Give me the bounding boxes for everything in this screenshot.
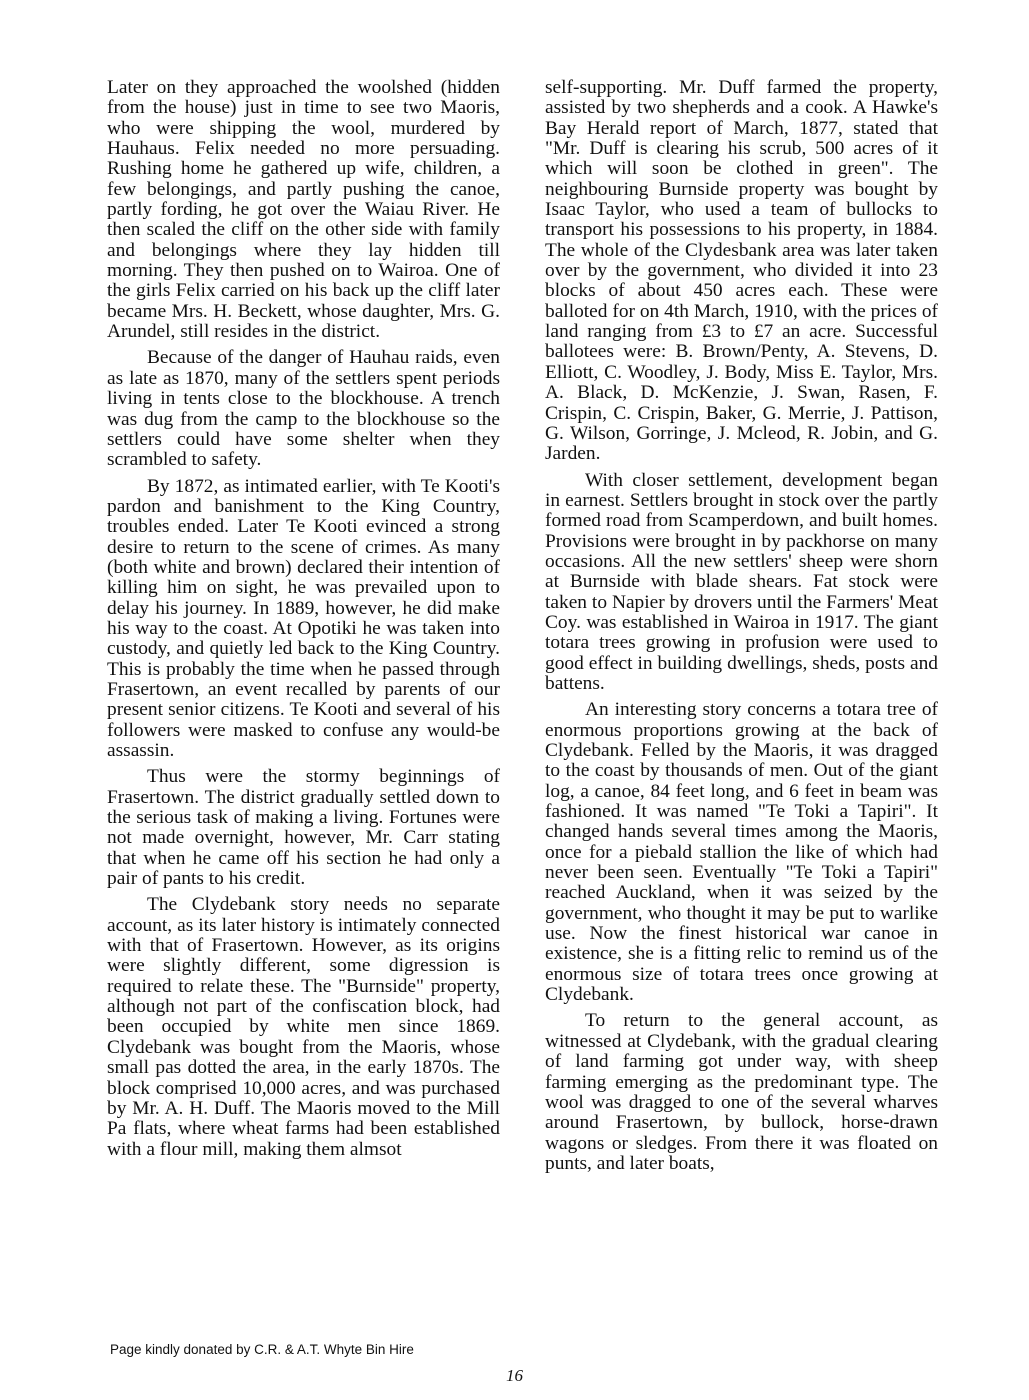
right-column	[545, 78, 938, 1180]
paragraph: With closer settlement, development began in earnest. Settlers brought in stock over the partly formed road from Scamperdown, and built homes. Provisions were brought in by packhorse on many occasions. All the new settlers' sheep were shorn at Burnside with blade shears. Fat stock were taken to Napier by drovers until the Farmers' Meat Coy. was established in Wairoa in 1917. The giant totara trees growing in profusion were used to good effect in building dwellings, sheds, posts and battens.	[545, 469, 938, 694]
paragraph: Because of the danger of Hauhau raids, even as late as 1870, many of the settlers spent periods living in tents close to the blockhouse. A trench was dug from the camp to the blockhouse so the settlers could have some shelter when they scrambled to safety.	[107, 347, 500, 471]
donor-credit: Page kindly donated by C.R. & A.T. Whyte Bin Hire	[110, 1342, 414, 1357]
paragraph: By 1872, as intimated earlier, with Te Kooti's pardon and banishment to the King Country, troubles ended. Later Te Kooti evinced a strong desire to return to the scene of crimes. As many (both white and brown) declared their intention of killing him on sight, he was prevailed upon to delay his journey. In 1889, however, he did make his way to the coast. At Opotiki he was taken into custody, and quietly led back to the King Country. This is probably the time when he passed through Frasertown, an event recalled by parents of our present senior citizens. Te Kooti and several of his followers were masked to confuse any would-be assassin.	[107, 475, 500, 761]
paragraph: Later on they approached the woolshed (hidden from the house) just in time to see two Maoris, who were shipping the wool, murdered by Hauhaus. Felix needed no more persuading. Rushing home he gathered up wife, children, a few belongings, and partly pushing the canoe, partly fording, he got over the Waiau River. He then scaled the cliff on the other side with family and belongings where they lay hidden till morning. They then pushed on to Wairoa. One of the girls Felix carried on his back up the cliff later became Mrs. H. Beckett, whose daughter, Mrs. G. Arundel, still resides in the district.	[107, 77, 500, 343]
paragraph: The Clydebank story needs no separate account, as its later history is intimately connected with that of Frasertown. However, as its origins were slightly different, some digression is required to relate these. The "Burnside" property, although not part of the confiscation block, had been occupied by white men since 1869. Clydebank was bought from the Maoris, whose small pas dotted the area, in the early 1870s. The block comprised 10,000 acres, and was purchased by Mr. A. H. Duff. The Maoris moved to the Mill Pa flats, where wheat farms had been established with a flour mill, making them almsot	[107, 894, 500, 1160]
paragraph: Thus were the stormy beginnings of Frasertown. The district gradually settled down to the serious task of making a living. Fortunes were not made overnight, however, Mr. Carr stating that when he came off his section he had only a pair of pants to his credit.	[107, 766, 500, 890]
page-number: 16	[506, 1366, 523, 1385]
paragraph: self-supporting. Mr. Duff farmed the property, assisted by two shepherds and a cook. A Hawke's Bay Herald report of March, 1877, stated that "Mr. Duff is clearing his scrub, 500 acres of it which will soon be clothed in green". The neighbouring Burnside property was bought by Isaac Taylor, who used a team of bullocks to transport his possessions to his property, in 1884. The whole of the Clydesbank area was later taken over by the government, who divided it into 23 blocks of about 450 acres each. These were balloted for on 4th March, 1910, with the prices of land ranging from £3 to £7 an acre. Successful ballotees were: B. Brown/Penty, A. Stevens, D. Elliott, C. Woodley, J. Body, Miss E. Taylor, Mrs. A. Black, D. McKenzie, J. Swan, Rasen, F. Crispin, C. Crispin, Baker, G. Merrie, J. Pattison, G. Wilson, Gorringe, J. Mcleod, R. Jobin, and G. Jarden.	[545, 77, 938, 465]
paragraph: To return to the general account, as witnessed at Clydebank, with the gradual clearing of land farming got under way, with sheep farming emerging as the predominant type. The wool was dragged to one of the several wharves around Frasertown, by bullock, horse-drawn wagons or sledges. From there it was floated on punts, and later boats,	[545, 1010, 938, 1174]
paragraph: An interesting story concerns a totara tree of enormous proportions growing at the back of Clydebank. Felled by the Maoris, it was dragged to the coast by thousands of men. Out of the giant log, a canoe, 84 feet long, and 6 feet in beam was fashioned. It was named "Te Toki a Tapiri". It changed hands several times among the Maoris, once for a piebald stallion the like of which had never been seen. Eventually "Te Toki a Tapiri" reached Auckland, when it was seized by the government, who thought it may be put to warlike use. Now the finest historical war canoe in existence, she is a fitting relic to remind us of the enormous size of totara trees once growing at Clydebank.	[545, 699, 938, 1006]
left-column	[107, 78, 500, 1166]
